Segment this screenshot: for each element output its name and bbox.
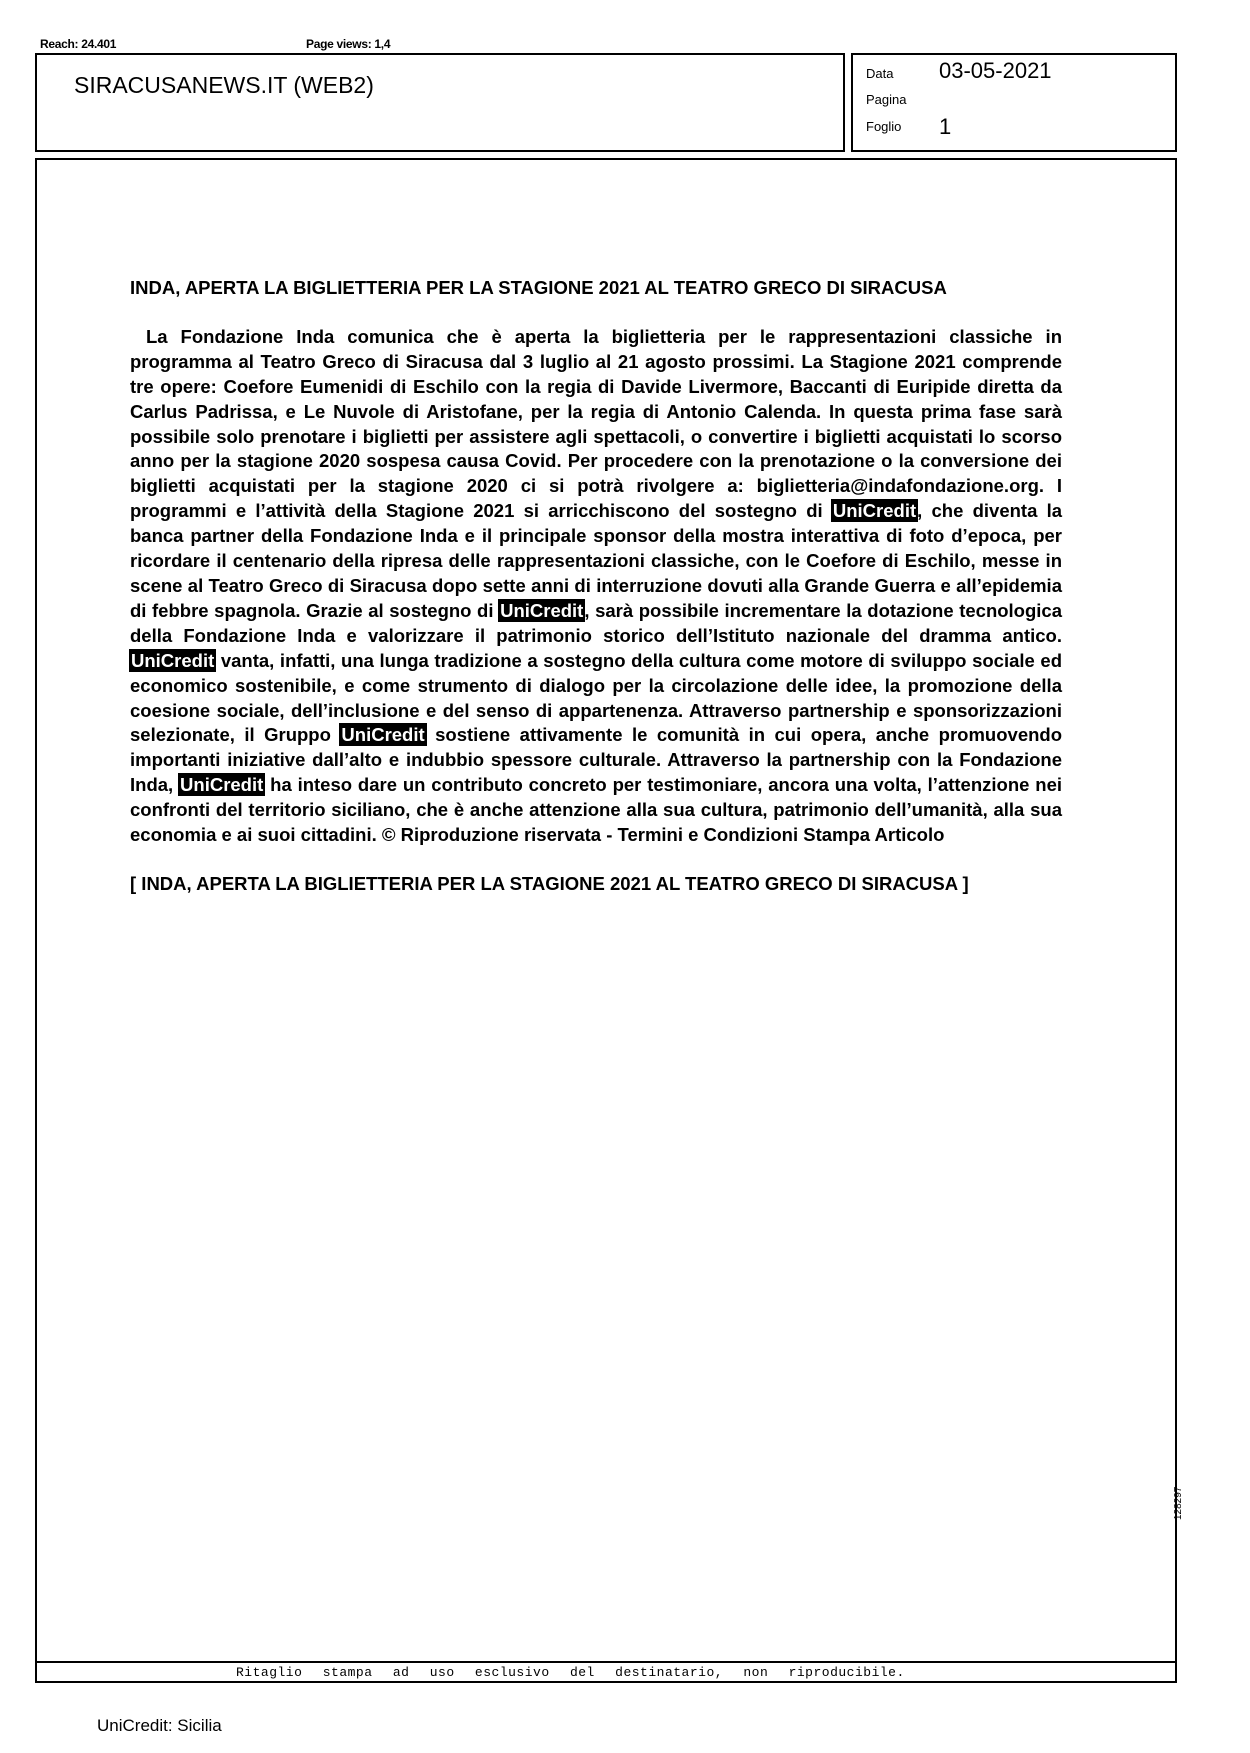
body-part-2: , che diventa la banca partner della Fondazione Inda e il principale sponsor della mostra interattiva di foto d’epoca, per ricordare il centenario della ripresa delle rappresentazioni classiche, con le Coefore di Eschilo, messe in scene al Teatro Greco di Siracusa dopo sette anni di interruzione dovuti alla Grande Guerra e all’epidemia di febbre spagnola. Grazie al sostegno di <box>130 500 1063 621</box>
body-part-1: La Fondazione Inda comunica che è aperta la biglietteria per le rappresentazioni classiche in programma al Teatro Greco di Siracusa dal 3 luglio al 21 agosto prossimi. La Stagione 2021 comprende tre opere: Coefore Eumenidi di Eschilo con la regia di Davide Livermore, Baccanti di Euripide diretta da Carlus Padrissa, e Le Nuvole di Aristofane, per la regia di Antonio Calenda. In questa prima fase sarà possibile solo prenotare i biglietti per assistere agli spettacoli, o convertire i biglietti acquistati lo scorso anno per la stagione 2020 sospesa causa Covid. Per procedere con la prenotazione o la conversione dei biglietti acquistati per la stagione 2020 ci si potrà rivolgere a: biglietteria@indafondazione.org. I programmi e l’attività della Stagione 2021 si arricchiscono del sostegno di <box>130 325 1062 522</box>
foglio-value: 1 <box>939 114 952 139</box>
publication-name: SIRACUSANEWS.IT (WEB2) <box>74 72 374 98</box>
foglio-label: Foglio <box>866 119 902 134</box>
article-footer-title: [ INDA, APERTA LA BIGLIETTERIA PER LA STAGIONE 2021 AL TEATRO GRECO DI SIRACUSA ] <box>130 872 969 894</box>
data-label: Data <box>866 66 894 81</box>
client-name: UniCredit: Sicilia <box>97 1716 222 1735</box>
publication-box <box>35 53 845 152</box>
body-part-3: , sarà possibile incrementare la dotazione tecnologica della Fondazione Inda e valorizzare il patrimonio storico dell’Istituto nazionale del dramma antico. <box>130 599 1063 646</box>
brand-highlight: UniCredit <box>131 649 215 671</box>
body-part-5: sostiene attivamente le comunità in cui opera, anche promuovendo importanti iniziative dall’alto e indubbio spessore culturale. Attraverso la partnership con la Fondazione Inda, <box>130 724 1063 796</box>
brand-highlight: UniCredit <box>832 500 917 522</box>
body-part-4: vanta, infatti, una lunga tradizione a sostegno della cultura come motore di sviluppo sociale ed economico sostenibile, e come strumento di dialogo per la circolazione delle idee, la promozione della coesione sociale, dell’inclusione e del senso di appartenenza. Attraverso partnership e sponsorizzazioni selezionate, il Gruppo <box>130 649 1063 746</box>
article-body <box>130 325 1062 848</box>
brand-highlight: UniCredit <box>500 599 584 621</box>
footer-divider <box>36 1661 1176 1663</box>
article-title: INDA, APERTA LA BIGLIETTERIA PER LA STAGIONE 2021 AL TEATRO GRECO DI SIRACUSA <box>130 277 947 298</box>
footer-notice: Ritaglio stampa ad uso esclusivo del destinatario, non riproducibile. <box>236 1665 905 1680</box>
body-part-6: ha inteso dare un contributo concreto per testimoniare, ancora una volta, l’attenzione nei confronti del territorio siciliano, che è anche attenzione alla sua cultura, patrimonio dell’umanità, alla sua economia e ai suoi cittadini. © Riproduzione riservata - Termini e Condizioni Stampa Articolo <box>130 774 1063 846</box>
brand-highlight: UniCredit <box>180 774 264 796</box>
pagina-label: Pagina <box>866 92 907 107</box>
brand-highlight: UniCredit <box>341 724 425 746</box>
reach-label: Reach: 24.401 <box>40 37 117 51</box>
document-code: 128297 <box>1173 1486 1184 1520</box>
page-views-label: Page views: 1,4 <box>306 37 391 51</box>
date-box <box>851 53 1177 152</box>
date-value: 03-05-2021 <box>939 58 1052 83</box>
article <box>130 276 1062 897</box>
